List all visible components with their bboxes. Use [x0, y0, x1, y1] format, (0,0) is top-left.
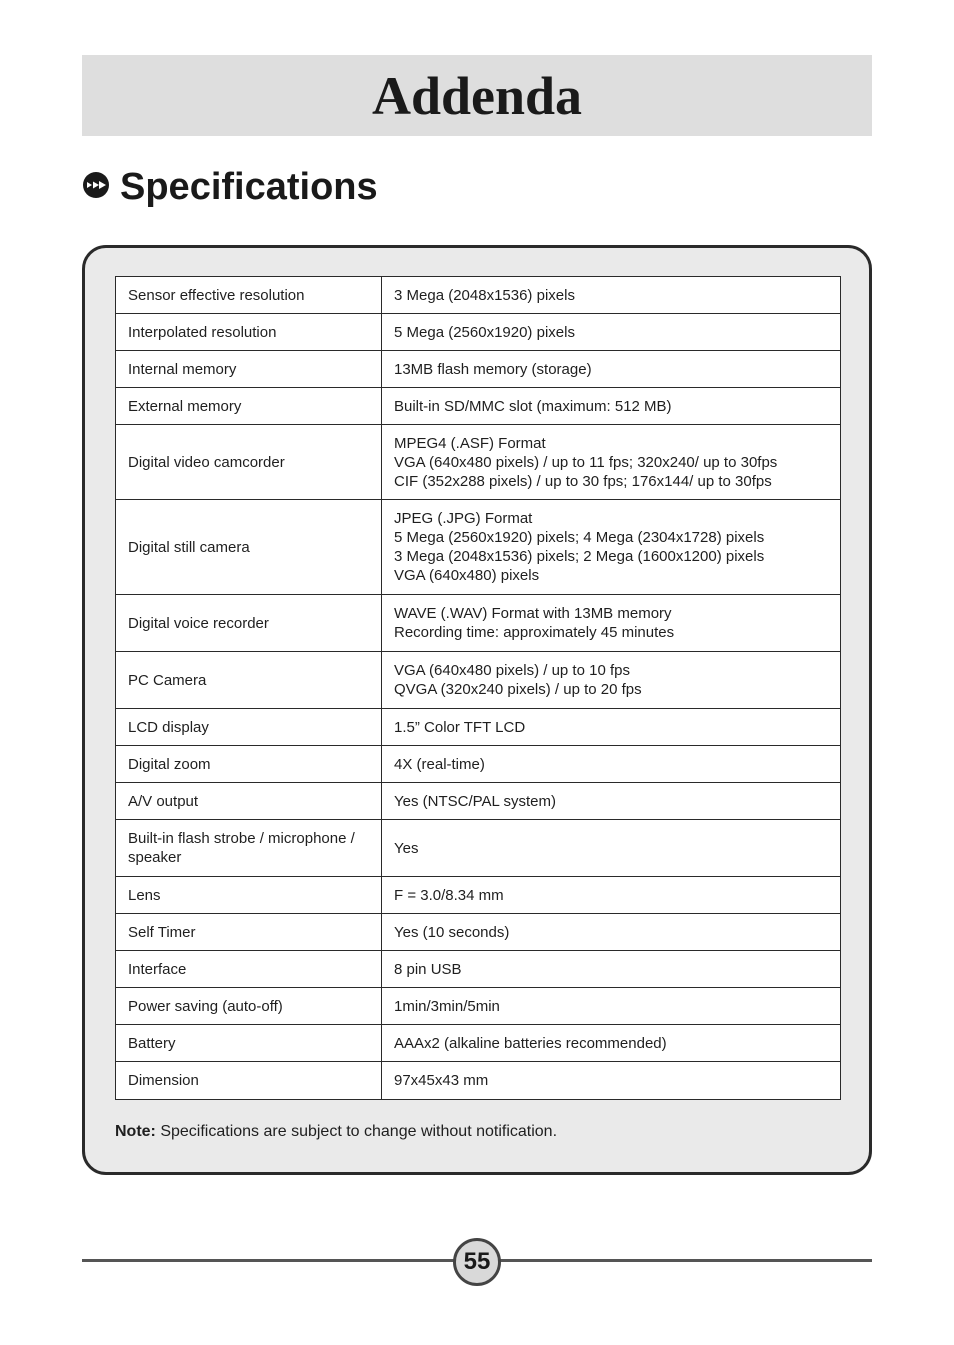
spec-value-line: 97x45x43 mm	[394, 1072, 489, 1089]
table-row	[116, 951, 841, 988]
spec-value-line: 4X (real-time)	[394, 755, 485, 773]
spec-value	[382, 425, 841, 500]
spec-value-line: AAAx2 (alkaline batteries recommended)	[394, 1034, 667, 1052]
spec-value	[382, 988, 841, 1025]
spec-value	[382, 951, 841, 988]
table-row	[116, 425, 841, 500]
spec-label: Power saving (auto-off)	[116, 988, 382, 1025]
spec-value-line: 13MB flash memory (storage)	[394, 360, 592, 378]
spec-value	[382, 388, 841, 425]
table-row	[116, 388, 841, 425]
table-row	[116, 277, 841, 314]
spec-value-line: VGA (640x480 pixels) / up to 11 fps; 320x240/ up to 30fps	[394, 453, 778, 471]
spec-value-line: Yes	[394, 839, 419, 857]
spec-value-line: VGA (640x480 pixels) / up to 10 fps	[394, 662, 630, 679]
table-row	[116, 783, 841, 820]
footer-rule-right	[499, 1259, 872, 1262]
spec-value	[382, 1025, 841, 1062]
footer-rule-left	[82, 1259, 455, 1262]
spec-value	[382, 1062, 841, 1100]
spec-value-line: MPEG4 (.ASF) Format	[394, 434, 546, 452]
spec-value	[382, 314, 841, 351]
spec-value	[382, 783, 841, 820]
spec-value-line: WAVE (.WAV) Format with 13MB memory	[394, 605, 672, 622]
spec-value-line: 1.5” Color TFT LCD	[394, 718, 526, 736]
spec-value-line: 5 Mega (2560x1920) pixels	[394, 323, 575, 341]
spec-value-line: Built-in SD/MMC slot (maximum: 512 MB)	[394, 397, 672, 415]
spec-value-line: 3 Mega (2048x1536) pixels	[394, 286, 575, 304]
spec-table-body	[116, 277, 841, 1100]
table-row	[116, 709, 841, 746]
spec-label: Interpolated resolution	[116, 314, 382, 351]
spec-value-line: Yes (10 seconds)	[394, 923, 510, 941]
spec-label: Digital voice recorder	[116, 595, 382, 652]
arrow-bullet-icon	[82, 171, 120, 204]
section-heading	[82, 168, 378, 206]
spec-value	[382, 709, 841, 746]
spec-label: External memory	[116, 388, 382, 425]
spec-value	[382, 914, 841, 951]
spec-value-line: VGA (640x480) pixels	[394, 567, 540, 584]
spec-label: Lens	[116, 877, 382, 914]
note-label: Note:	[115, 1123, 156, 1140]
spec-value	[382, 746, 841, 783]
table-row	[116, 652, 841, 709]
spec-value-line: 3 Mega (2048x1536) pixels; 2 Mega (1600x1200) pixels	[394, 548, 765, 565]
page-number-badge	[453, 1238, 501, 1286]
note-text: Specifications are subject to change without notification.	[155, 1123, 558, 1140]
table-row	[116, 500, 841, 595]
note	[115, 1123, 557, 1141]
page-number: 55	[463, 1248, 491, 1275]
spec-label: A/V output	[116, 783, 382, 820]
spec-value	[382, 652, 841, 709]
table-row	[116, 351, 841, 388]
table-row	[116, 1025, 841, 1062]
spec-label: Digital zoom	[116, 746, 382, 783]
table-row	[116, 314, 841, 351]
spec-label: PC Camera	[116, 652, 382, 709]
spec-label: Sensor effective resolution	[116, 277, 382, 314]
spec-value-line: 1min/3min/5min	[394, 997, 500, 1015]
section-title: Specifications	[120, 166, 378, 208]
spec-value-line: 8 pin USB	[394, 960, 462, 978]
table-row	[116, 1062, 841, 1100]
spec-label: Battery	[116, 1025, 382, 1062]
spec-value	[382, 820, 841, 877]
spec-label: Dimension	[116, 1062, 382, 1100]
table-row	[116, 746, 841, 783]
table-row	[116, 914, 841, 951]
spec-value	[382, 595, 841, 652]
spec-table	[115, 276, 841, 1100]
spec-value-line: Recording time: approximately 45 minutes	[394, 624, 675, 641]
spec-value-line: JPEG (.JPG) Format	[394, 510, 533, 527]
table-row	[116, 988, 841, 1025]
spec-label: Digital still camera	[116, 500, 382, 595]
spec-label: Interface	[116, 951, 382, 988]
spec-label: LCD display	[116, 709, 382, 746]
header-bar	[82, 55, 872, 136]
spec-label: Built-in flash strobe / microphone / speaker	[116, 820, 382, 877]
spec-value-line: F = 3.0/8.34 mm	[394, 886, 504, 904]
spec-value-line: 5 Mega (2560x1920) pixels; 4 Mega (2304x1728) pixels	[394, 529, 765, 546]
spec-label: Self Timer	[116, 914, 382, 951]
spec-value	[382, 500, 841, 595]
spec-value-line: QVGA (320x240 pixels) / up to 20 fps	[394, 681, 642, 698]
spec-value-line: CIF (352x288 pixels) / up to 30 fps; 176x144/ up to 30fps	[394, 472, 772, 490]
spec-label: Digital video camcorder	[116, 425, 382, 500]
page-title: Addenda	[371, 65, 583, 126]
spec-label: Internal memory	[116, 351, 382, 388]
table-row	[116, 595, 841, 652]
spec-value	[382, 877, 841, 914]
spec-value-line: Yes (NTSC/PAL system)	[394, 792, 556, 810]
table-row	[116, 877, 841, 914]
spec-value	[382, 351, 841, 388]
spec-value	[382, 277, 841, 314]
table-row	[116, 820, 841, 877]
